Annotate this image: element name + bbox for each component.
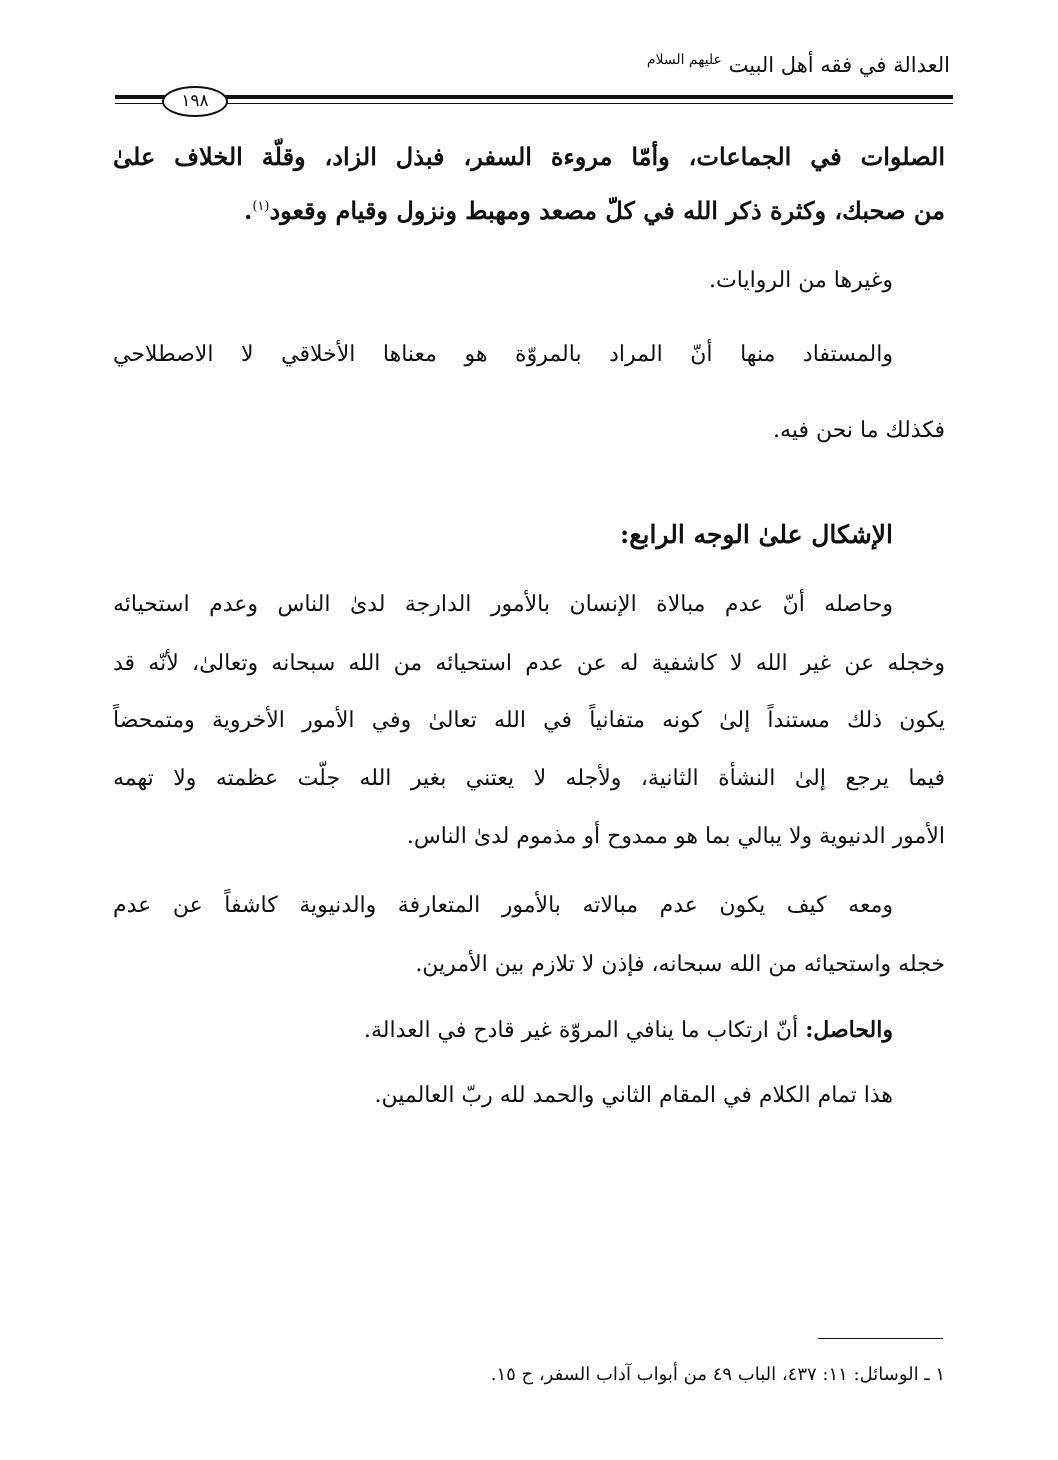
honorific-glyph: عليهم السلام (646, 52, 722, 68)
paragraph-objection-line-1: ومعه كيف يكون عدم مبالاته بالأمور المتعارفة والدنيوية كاشفاً عن عدم (113, 893, 893, 918)
paragraph-conclusion-line-2: فكذلك ما نحن فيه. (773, 418, 945, 443)
section-heading: الإشكال علىٰ الوجه الرابع: (619, 520, 893, 549)
paragraph-summary-line-2: وخجله عن غير الله لا كاشفية له عن عدم استحيائه من الله سبحانه وتعالىٰ، لأنّه قد (113, 651, 945, 676)
header-rule-thick (115, 95, 953, 99)
page-number: ١٩٨ (162, 86, 228, 117)
paragraph-summary-line-5: الأمور الدنيوية ولا يبالي بما هو ممدوح أو مذموم لدىٰ الناس. (406, 824, 945, 849)
result-label: والحاصل: (805, 1017, 893, 1043)
running-header (647, 52, 950, 77)
paragraph-result (364, 1017, 893, 1043)
bold-quote-line-2 (244, 196, 945, 225)
footnote-reference: (١) (252, 199, 270, 214)
paragraph-other-narrations: وغيرها من الروايات. (709, 268, 893, 293)
bold-quote-line-2-end: . (243, 196, 253, 225)
running-title: العدالة في فقه أهل البيت (728, 53, 950, 77)
paragraph-objection-line-2: خجله واستحيائه من الله سبحانه، فإذن لا تلازم بين الأمرين. (415, 952, 945, 977)
bold-quote-line-1: الصلوات في الجماعات، وأمّا مروءة السفر، فبذل الزاد، وقلّة الخلاف علىٰ (113, 142, 945, 171)
paragraph-summary-line-4: فيما يرجع إلىٰ النشأة الثانية، ولأجله لا يعتني بغير الله جلّت عظمته ولا تهمه (113, 766, 945, 791)
footnote-separator (818, 1338, 943, 1339)
footnote: ١ ـ الوسائل: ١١: ٤٣٧، الباب ٤٩ من أبواب آداب السفر، ح ١٥. (490, 1364, 945, 1385)
header-rule-thin (115, 103, 953, 104)
bold-quote-line-2-text: من صحبك، وكثرة ذكر الله في كلّ مصعد ومهبط ونزول وقيام وقعود (269, 196, 945, 225)
paragraph-summary-line-1: وحاصله أنّ عدم مبالاة الإنسان بالأمور الدارجة لدىٰ الناس وعدم استحيائه (113, 592, 893, 617)
paragraph-closing: هذا تمام الكلام في المقام الثاني والحمد لله ربّ العالمين. (374, 1083, 893, 1108)
paragraph-summary-line-3: يكون ذلك مستنداً إلىٰ كونه متفانياً في الله تعالىٰ وفي الأمور الأخروية ومتمحضاً (113, 708, 945, 733)
paragraph-conclusion-line-1: والمستفاد منها أنّ المراد بالمروّة هو معناها الأخلاقي لا الاصطلاحي (113, 342, 893, 367)
result-text: أنّ ارتكاب ما ينافي المروّة غير قادح في العدالة. (363, 1018, 806, 1043)
